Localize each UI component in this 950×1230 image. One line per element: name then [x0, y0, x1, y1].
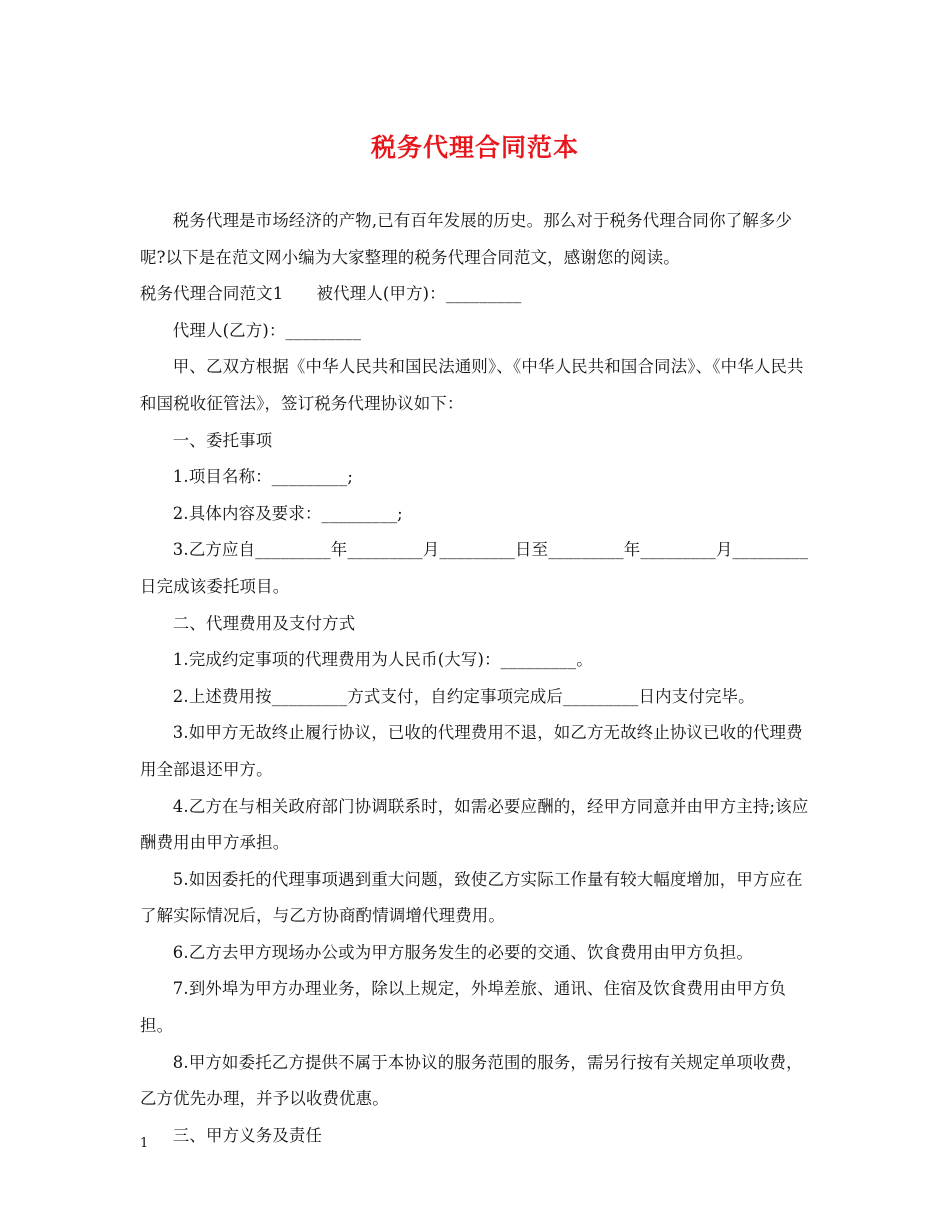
- clause-1-2: 2.具体内容及要求：_________;: [172, 503, 403, 523]
- clause-2-5: 5.如因委托的代理事项遇到重大问题，致使乙方实际工作量有较大幅度增加，甲方应在了解实际情况后，与乙方协商酌情调增代理费用。: [140, 869, 803, 926]
- section-heading-fees: 二、代理费用及支付方式: [172, 613, 356, 633]
- clause-2-6: 6.乙方去甲方现场办公或为甲方服务发生的必要的交通、饮食费用由甲方负担。: [172, 942, 753, 962]
- intro-paragraph: 税务代理是市场经济的产物,已有百年发展的历史。那么对于税务代理合同你了解多少呢?以下是在范文网小编为大家整理的税务代理合同范文，感谢您的阅读。: [140, 211, 793, 267]
- clause-2-3: 3.如甲方无故终止履行协议，已收的代理费用不退，如乙方无故终止协议已收的代理费用全部退还甲方。: [140, 723, 803, 779]
- page-number: 1: [140, 1136, 149, 1151]
- section-heading-entrusted-matters: 一、委托事项: [172, 430, 273, 450]
- clause-2-8: 8.甲方如委托乙方提供不属于本协议的服务范围的服务，需另行按有关规定单项收费，乙方优先办理，并予以收费优惠。: [140, 1052, 803, 1109]
- clause-1-1: 1.项目名称：_________;: [172, 467, 354, 487]
- clause-2-1: 1.完成约定事项的代理费用为人民币(大写)：_________。: [172, 650, 593, 670]
- agent-party-line: 代理人(乙方)：_________: [172, 320, 362, 340]
- document-title: 税务代理合同范本: [370, 133, 579, 162]
- contract-heading-principal: 税务代理合同范文1 被代理人(甲方)：_________: [140, 284, 522, 304]
- document-body: [140, 203, 812, 1154]
- clause-2-4: 4.乙方在与相关政府部门协调联系时，如需必要应酬的，经甲方同意并由甲方主持;该应酬费用由甲方承担。: [140, 796, 809, 853]
- section-heading-party-a-duties: 三、甲方义务及责任: [172, 1125, 323, 1145]
- clause-2-7: 7.到外埠为甲方办理业务，除以上规定，外埠差旅、通讯、住宿及饮食费用由甲方负担。: [140, 979, 787, 1036]
- clause-2-2: 2.上述费用按_________方式支付，自约定事项完成后_________日内支付完毕。: [172, 686, 755, 706]
- clause-1-3: 3.乙方应自_________年_________月_________日至_________年_________月_________日完成该委托项目。: [140, 540, 809, 596]
- legal-basis-paragraph: 甲、乙双方根据《中华人民共和国民法通则》、《中华人民共和国合同法》、《中华人民共和国税收征管法》，签订税务代理协议如下：: [140, 357, 804, 413]
